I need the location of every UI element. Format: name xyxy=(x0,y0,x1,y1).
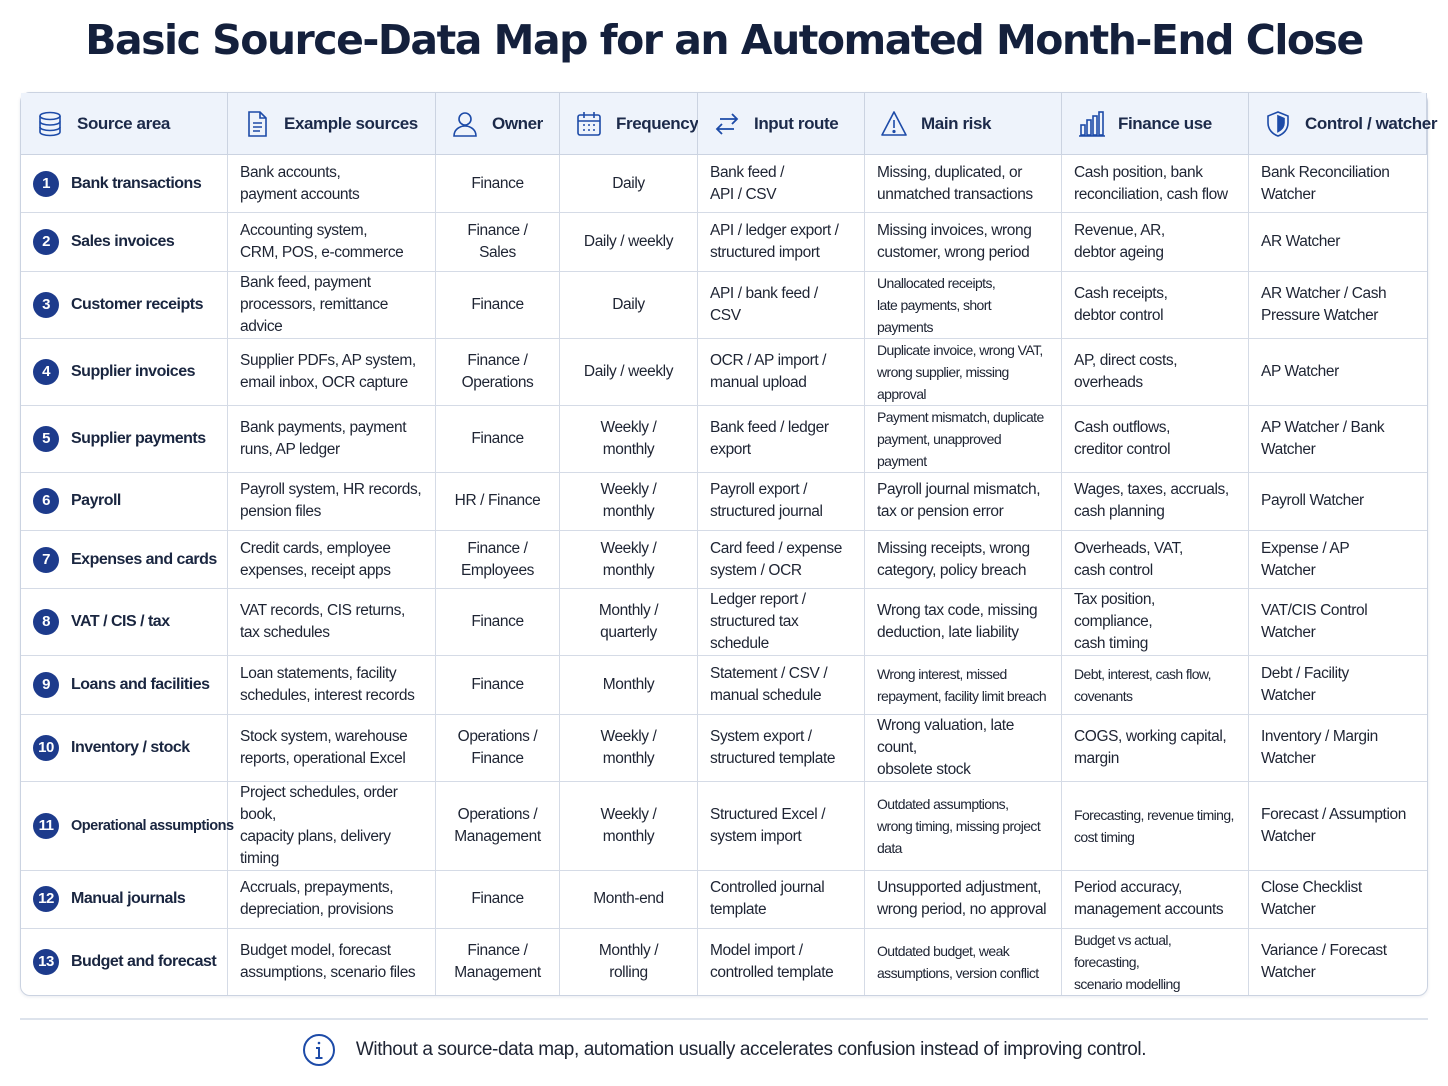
input-route-cell xyxy=(698,589,865,656)
main-risk-cell xyxy=(865,155,1062,213)
control-watcher-cell-text: VAT/CIS Control Watcher xyxy=(1261,602,1368,642)
input-route-cell-text: OCR / AP import / manual upload xyxy=(710,351,827,391)
finance-use-cell-text: Overheads, VAT, cash control xyxy=(1074,539,1183,579)
example-sources-cell-text: Accruals, prepayments, depreciation, provisions xyxy=(240,879,394,919)
owner-cell xyxy=(436,929,560,995)
frequency-cell xyxy=(560,473,698,531)
source-area-label: Supplier invoices xyxy=(71,362,195,380)
input-route-cell-text: Card feed / expense system / OCR xyxy=(710,539,842,579)
frequency-cell xyxy=(560,339,698,406)
row-number-badge: 3 xyxy=(33,292,59,318)
control-watcher-cell-text: AP Watcher xyxy=(1261,362,1339,380)
row-number-badge: 4 xyxy=(33,359,59,385)
frequency-cell-text: Month-end xyxy=(593,890,664,908)
control-watcher-cell xyxy=(1249,213,1427,271)
example-sources-cell-text: Accounting system, CRM, POS, e-commerce xyxy=(240,221,404,261)
main-risk-cell-text: Outdated budget, weak assumptions, version conflict xyxy=(877,942,1039,981)
owner-cell xyxy=(436,272,560,339)
warning-icon xyxy=(879,109,909,139)
owner-cell xyxy=(436,155,560,213)
main-risk-cell-text: Missing receipts, wrong category, policy breach xyxy=(877,539,1030,579)
input-route-cell-text: Statement / CSV / manual schedule xyxy=(710,664,828,704)
finance-use-cell-text: Cash outflows, creditor control xyxy=(1074,418,1171,458)
control-watcher-cell xyxy=(1249,473,1427,531)
input-route-cell xyxy=(698,213,865,271)
finance-use-cell-text: Tax position, compliance, cash timing xyxy=(1074,591,1155,653)
source-area-label: Loans and facilities xyxy=(71,675,210,693)
frequency-cell xyxy=(560,871,698,929)
header-source-area xyxy=(21,93,228,155)
source-area-cell xyxy=(21,871,228,929)
finance-use-cell xyxy=(1062,473,1249,531)
source-area-cell xyxy=(21,782,234,871)
example-sources-cell xyxy=(228,272,436,339)
control-watcher-cell-text: AR Watcher xyxy=(1261,232,1340,250)
finance-use-cell-text: Wages, taxes, accruals, cash planning xyxy=(1074,481,1229,521)
main-risk-cell-text: Missing invoices, wrong customer, wrong period xyxy=(877,221,1032,261)
finance-use-cell xyxy=(1062,531,1249,589)
main-risk-cell xyxy=(865,782,1062,871)
owner-cell xyxy=(436,715,560,782)
input-route-cell-text: System export / structured template xyxy=(710,727,836,767)
frequency-cell-text: Weekly / monthly xyxy=(600,805,657,845)
row-number-badge: 8 xyxy=(33,609,59,635)
finance-use-cell-text: Cash receipts, debtor control xyxy=(1074,284,1168,324)
input-route-cell-text: Model import / controlled template xyxy=(710,941,834,981)
frequency-cell-text: Monthly / rolling xyxy=(598,941,659,981)
main-risk-cell xyxy=(865,406,1062,473)
row-number-badge: 2 xyxy=(33,229,59,255)
example-sources-cell xyxy=(228,929,436,995)
frequency-cell-text: Monthly / quarterly xyxy=(598,602,659,642)
main-risk-cell xyxy=(865,871,1062,929)
example-sources-cell-text: Bank accounts, payment accounts xyxy=(240,163,360,203)
frequency-cell-text: Weekly / monthly xyxy=(600,418,657,458)
owner-cell-text: Finance xyxy=(471,174,524,192)
main-risk-cell xyxy=(865,589,1062,656)
owner-cell xyxy=(436,656,560,714)
main-risk-cell xyxy=(865,339,1062,406)
frequency-cell xyxy=(560,155,698,213)
input-route-cell xyxy=(698,339,865,406)
main-risk-cell-text: Unsupported adjustment, wrong period, no approval xyxy=(877,879,1047,919)
owner-cell-text: Finance / Management xyxy=(454,941,541,981)
finance-use-cell xyxy=(1062,339,1249,406)
source-area-label: Supplier payments xyxy=(71,429,206,447)
finance-use-cell-text: Debt, interest, cash flow, covenants xyxy=(1074,665,1211,704)
input-route-cell-text: API / bank feed / CSV xyxy=(710,284,818,324)
example-sources-cell-text: Loan statements, facility schedules, interest records xyxy=(240,664,415,704)
main-risk-cell xyxy=(865,272,1062,339)
example-sources-cell xyxy=(228,531,436,589)
row-number-badge: 9 xyxy=(33,672,59,698)
input-route-cell xyxy=(698,782,865,871)
example-sources-cell xyxy=(228,782,436,871)
control-watcher-cell-text: Forecast / Assumption Watcher xyxy=(1261,805,1406,845)
shield-icon xyxy=(1263,109,1293,139)
input-route-cell-text: API / ledger export / structured import xyxy=(710,221,839,261)
main-risk-cell-text: Wrong tax code, missing deduction, late liability xyxy=(877,602,1038,642)
row-number-badge: 6 xyxy=(33,488,59,514)
header-input-route xyxy=(698,93,865,155)
control-watcher-cell-text: Debt / Facility Watcher xyxy=(1261,664,1349,704)
control-watcher-cell xyxy=(1249,531,1427,589)
row-number-badge: 11 xyxy=(33,813,59,839)
control-watcher-cell-text: Close Checklist Watcher xyxy=(1261,879,1362,919)
main-risk-cell-text: Missing, duplicated, or unmatched transactions xyxy=(877,163,1033,203)
input-route-cell xyxy=(698,715,865,782)
database-icon xyxy=(35,109,65,139)
header-label: Source area xyxy=(77,113,170,133)
example-sources-cell xyxy=(228,656,436,714)
input-route-cell xyxy=(698,272,865,339)
source-area-cell xyxy=(21,155,228,213)
control-watcher-cell-text: Inventory / Margin Watcher xyxy=(1261,727,1378,767)
owner-cell-text: Finance / Employees xyxy=(460,539,535,579)
footer-note xyxy=(0,1030,1448,1070)
finance-use-cell-text: AP, direct costs, overheads xyxy=(1074,351,1178,391)
example-sources-cell xyxy=(228,589,436,656)
owner-cell xyxy=(436,213,560,271)
owner-cell xyxy=(436,473,560,531)
source-area-cell xyxy=(21,589,228,656)
input-route-cell xyxy=(698,531,865,589)
frequency-cell-text: Daily xyxy=(612,174,645,192)
source-area-cell xyxy=(21,656,228,714)
row-number-badge: 13 xyxy=(33,949,59,975)
example-sources-cell-text: Stock system, warehouse reports, operational Excel xyxy=(240,727,408,767)
frequency-cell xyxy=(560,715,698,782)
input-route-cell-text: Payroll export / structured journal xyxy=(710,481,823,521)
main-risk-cell-text: Outdated assumptions, wrong timing, missing project data xyxy=(877,795,1041,856)
main-risk-cell xyxy=(865,213,1062,271)
control-watcher-cell xyxy=(1249,656,1427,714)
control-watcher-cell-text: AP Watcher / Bank Watcher xyxy=(1261,418,1385,458)
control-watcher-cell-text: Bank Reconciliation Watcher xyxy=(1261,163,1390,203)
row-number-badge: 5 xyxy=(33,426,59,452)
control-watcher-cell-text: Payroll Watcher xyxy=(1261,492,1364,510)
example-sources-cell xyxy=(228,339,436,406)
control-watcher-cell-text: Expense / AP Watcher xyxy=(1261,539,1350,579)
row-number-badge: 1 xyxy=(33,171,59,197)
example-sources-cell-text: Bank feed, payment processors, remittance advice xyxy=(240,273,388,335)
calendar-icon xyxy=(574,109,604,139)
example-sources-cell-text: Payroll system, HR records, pension files xyxy=(240,481,422,521)
source-area-cell xyxy=(21,715,228,782)
owner-cell xyxy=(436,871,560,929)
control-watcher-cell xyxy=(1249,406,1427,473)
owner-cell-text: Finance xyxy=(471,675,524,693)
control-watcher-cell-text: AR Watcher / Cash Pressure Watcher xyxy=(1261,284,1387,324)
finance-use-cell-text: Revenue, AR, debtor ageing xyxy=(1074,221,1165,261)
finance-use-cell xyxy=(1062,782,1249,871)
frequency-cell-text: Monthly xyxy=(602,675,655,693)
finance-use-cell-text: Forecasting, revenue timing, cost timing xyxy=(1074,806,1234,845)
finance-use-cell xyxy=(1062,213,1249,271)
header-label: Finance use xyxy=(1118,113,1212,133)
source-data-table xyxy=(20,92,1438,996)
source-area-label: Manual journals xyxy=(71,890,186,908)
example-sources-cell-text: Bank payments, payment runs, AP ledger xyxy=(240,418,407,458)
main-risk-cell xyxy=(865,715,1062,782)
source-area-cell xyxy=(21,929,228,995)
source-area-cell xyxy=(21,213,228,271)
frequency-cell-text: Weekly / monthly xyxy=(600,481,657,521)
frequency-cell xyxy=(560,213,698,271)
main-risk-cell-text: Unallocated receipts, late payments, short payments xyxy=(877,274,996,335)
frequency-cell-text: Daily / weekly xyxy=(583,232,674,250)
example-sources-cell xyxy=(228,715,436,782)
example-sources-cell xyxy=(228,213,436,271)
input-route-cell xyxy=(698,406,865,473)
owner-cell-text: Finance xyxy=(471,890,524,908)
header-label: Input route xyxy=(754,113,839,133)
frequency-cell xyxy=(560,589,698,656)
row-number-badge: 10 xyxy=(33,735,59,761)
input-route-cell xyxy=(698,871,865,929)
header-label: Frequency xyxy=(616,113,699,133)
source-area-cell xyxy=(21,473,228,531)
example-sources-cell xyxy=(228,871,436,929)
header-owner xyxy=(436,93,560,155)
row-number-badge: 7 xyxy=(33,547,59,573)
input-route-cell-text: Structured Excel / system import xyxy=(710,805,826,845)
main-risk-cell-text: Wrong interest, missed repayment, facility limit breach xyxy=(877,665,1047,704)
finance-use-cell xyxy=(1062,589,1249,656)
row-number-badge: 12 xyxy=(33,886,59,912)
header-label: Main risk xyxy=(921,113,992,133)
header-frequency xyxy=(560,93,698,155)
main-risk-cell xyxy=(865,656,1062,714)
owner-cell-text: Finance / Operations xyxy=(461,351,534,391)
control-watcher-cell xyxy=(1249,589,1427,656)
main-risk-cell-text: Payroll journal mismatch, tax or pension error xyxy=(877,481,1041,521)
finance-use-cell-text: Cash position, bank reconciliation, cash flow xyxy=(1074,163,1228,203)
source-area-cell xyxy=(21,406,228,473)
example-sources-cell xyxy=(228,406,436,473)
finance-use-cell xyxy=(1062,406,1249,473)
source-area-label: Sales invoices xyxy=(71,232,175,250)
arrows-exchange-icon xyxy=(712,109,742,139)
owner-cell-text: HR / Finance xyxy=(454,492,541,510)
finance-use-cell xyxy=(1062,929,1249,995)
example-sources-cell-text: Project schedules, order book, capacity plans, delivery timing xyxy=(240,783,398,867)
input-route-cell-text: Ledger report / structured tax schedule xyxy=(710,591,806,653)
owner-cell-text: Finance xyxy=(471,613,524,631)
owner-cell xyxy=(436,406,560,473)
frequency-cell xyxy=(560,272,698,339)
source-area-label: Operational assumptions xyxy=(71,817,234,834)
example-sources-cell-text: Supplier PDFs, AP system, email inbox, OCR capture xyxy=(240,351,416,391)
owner-cell-text: Finance / Sales xyxy=(467,221,528,261)
source-area-label: Payroll xyxy=(71,492,121,510)
main-risk-cell-text: Duplicate invoice, wrong VAT, wrong supplier, missing approval xyxy=(877,341,1043,402)
control-watcher-cell xyxy=(1249,871,1427,929)
finance-use-cell xyxy=(1062,715,1249,782)
source-area-label: VAT / CIS / tax xyxy=(71,613,170,631)
example-sources-cell-text: VAT records, CIS returns, tax schedules xyxy=(240,602,405,642)
document-icon xyxy=(242,109,272,139)
owner-cell-text: Operations / Management xyxy=(454,805,541,845)
owner-cell-text: Finance xyxy=(471,429,524,447)
frequency-cell xyxy=(560,656,698,714)
frequency-cell xyxy=(560,406,698,473)
frequency-cell-text: Daily xyxy=(612,295,645,313)
header-finance-use xyxy=(1062,93,1249,155)
input-route-cell-text: Controlled journal template xyxy=(710,879,825,919)
header-label: Control / watcher xyxy=(1305,113,1438,133)
main-risk-cell xyxy=(865,531,1062,589)
example-sources-cell xyxy=(228,155,436,213)
input-route-cell-text: Bank feed / ledger export xyxy=(710,418,829,458)
header-control-watcher xyxy=(1249,93,1438,155)
source-area-label: Budget and forecast xyxy=(71,952,217,970)
control-watcher-cell xyxy=(1249,339,1427,406)
source-area-label: Bank transactions xyxy=(71,174,202,192)
owner-cell xyxy=(436,531,560,589)
example-sources-cell-text: Budget model, forecast assumptions, scenario files xyxy=(240,941,416,981)
finance-use-cell xyxy=(1062,656,1249,714)
header-example-sources xyxy=(228,93,436,155)
info-icon xyxy=(302,1033,336,1067)
example-sources-cell xyxy=(228,473,436,531)
control-watcher-cell xyxy=(1249,929,1427,995)
finance-use-cell xyxy=(1062,155,1249,213)
frequency-cell xyxy=(560,531,698,589)
control-watcher-cell-text: Variance / Forecast Watcher xyxy=(1261,941,1387,981)
input-route-cell xyxy=(698,929,865,995)
header-label: Example sources xyxy=(284,113,418,133)
control-watcher-cell xyxy=(1249,272,1427,339)
control-watcher-cell xyxy=(1249,155,1427,213)
header-label: Owner xyxy=(492,113,543,133)
input-route-cell-text: Bank feed / API / CSV xyxy=(710,163,785,203)
header-main-risk xyxy=(865,93,1062,155)
footer-divider xyxy=(20,1018,1428,1020)
owner-cell xyxy=(436,782,560,871)
source-area-cell xyxy=(21,272,228,339)
frequency-cell-text: Daily / weekly xyxy=(583,362,674,380)
frequency-cell-text: Weekly / monthly xyxy=(600,727,657,767)
input-route-cell xyxy=(698,155,865,213)
bar-chart-icon xyxy=(1076,109,1106,139)
main-risk-cell xyxy=(865,473,1062,531)
frequency-cell xyxy=(560,782,698,871)
frequency-cell-text: Weekly / monthly xyxy=(600,539,657,579)
person-icon xyxy=(450,109,480,139)
control-watcher-cell xyxy=(1249,715,1427,782)
main-risk-cell xyxy=(865,929,1062,995)
input-route-cell xyxy=(698,473,865,531)
frequency-cell xyxy=(560,929,698,995)
owner-cell-text: Finance xyxy=(471,295,524,313)
input-route-cell xyxy=(698,656,865,714)
source-area-label: Inventory / stock xyxy=(71,738,190,756)
finance-use-cell-text: Period accuracy, management accounts xyxy=(1074,879,1224,919)
source-area-cell xyxy=(21,339,228,406)
owner-cell-text: Operations / Finance xyxy=(457,727,538,767)
main-risk-cell-text: Payment mismatch, duplicate payment, unapproved payment xyxy=(877,408,1044,469)
finance-use-cell-text: COGS, working capital, margin xyxy=(1074,727,1227,767)
control-watcher-cell xyxy=(1249,782,1427,871)
owner-cell xyxy=(436,589,560,656)
source-area-label: Customer receipts xyxy=(71,295,203,313)
finance-use-cell-text: Budget vs actual, forecasting, scenario modelling xyxy=(1074,931,1180,992)
example-sources-cell-text: Credit cards, employee expenses, receipt apps xyxy=(240,539,391,579)
main-risk-cell-text: Wrong valuation, late count, obsolete stock xyxy=(877,716,1014,778)
owner-cell xyxy=(436,339,560,406)
table-grid xyxy=(21,93,1438,995)
finance-use-cell xyxy=(1062,272,1249,339)
source-area-label: Expenses and cards xyxy=(71,550,217,568)
source-area-cell xyxy=(21,531,228,589)
finance-use-cell xyxy=(1062,871,1249,929)
footer-text: Without a source-data map, automation usually accelerates confusion instead of improving control. xyxy=(355,1039,1147,1060)
page-title: Basic Source-Data Map for an Automated Month-End Close xyxy=(85,16,1363,64)
